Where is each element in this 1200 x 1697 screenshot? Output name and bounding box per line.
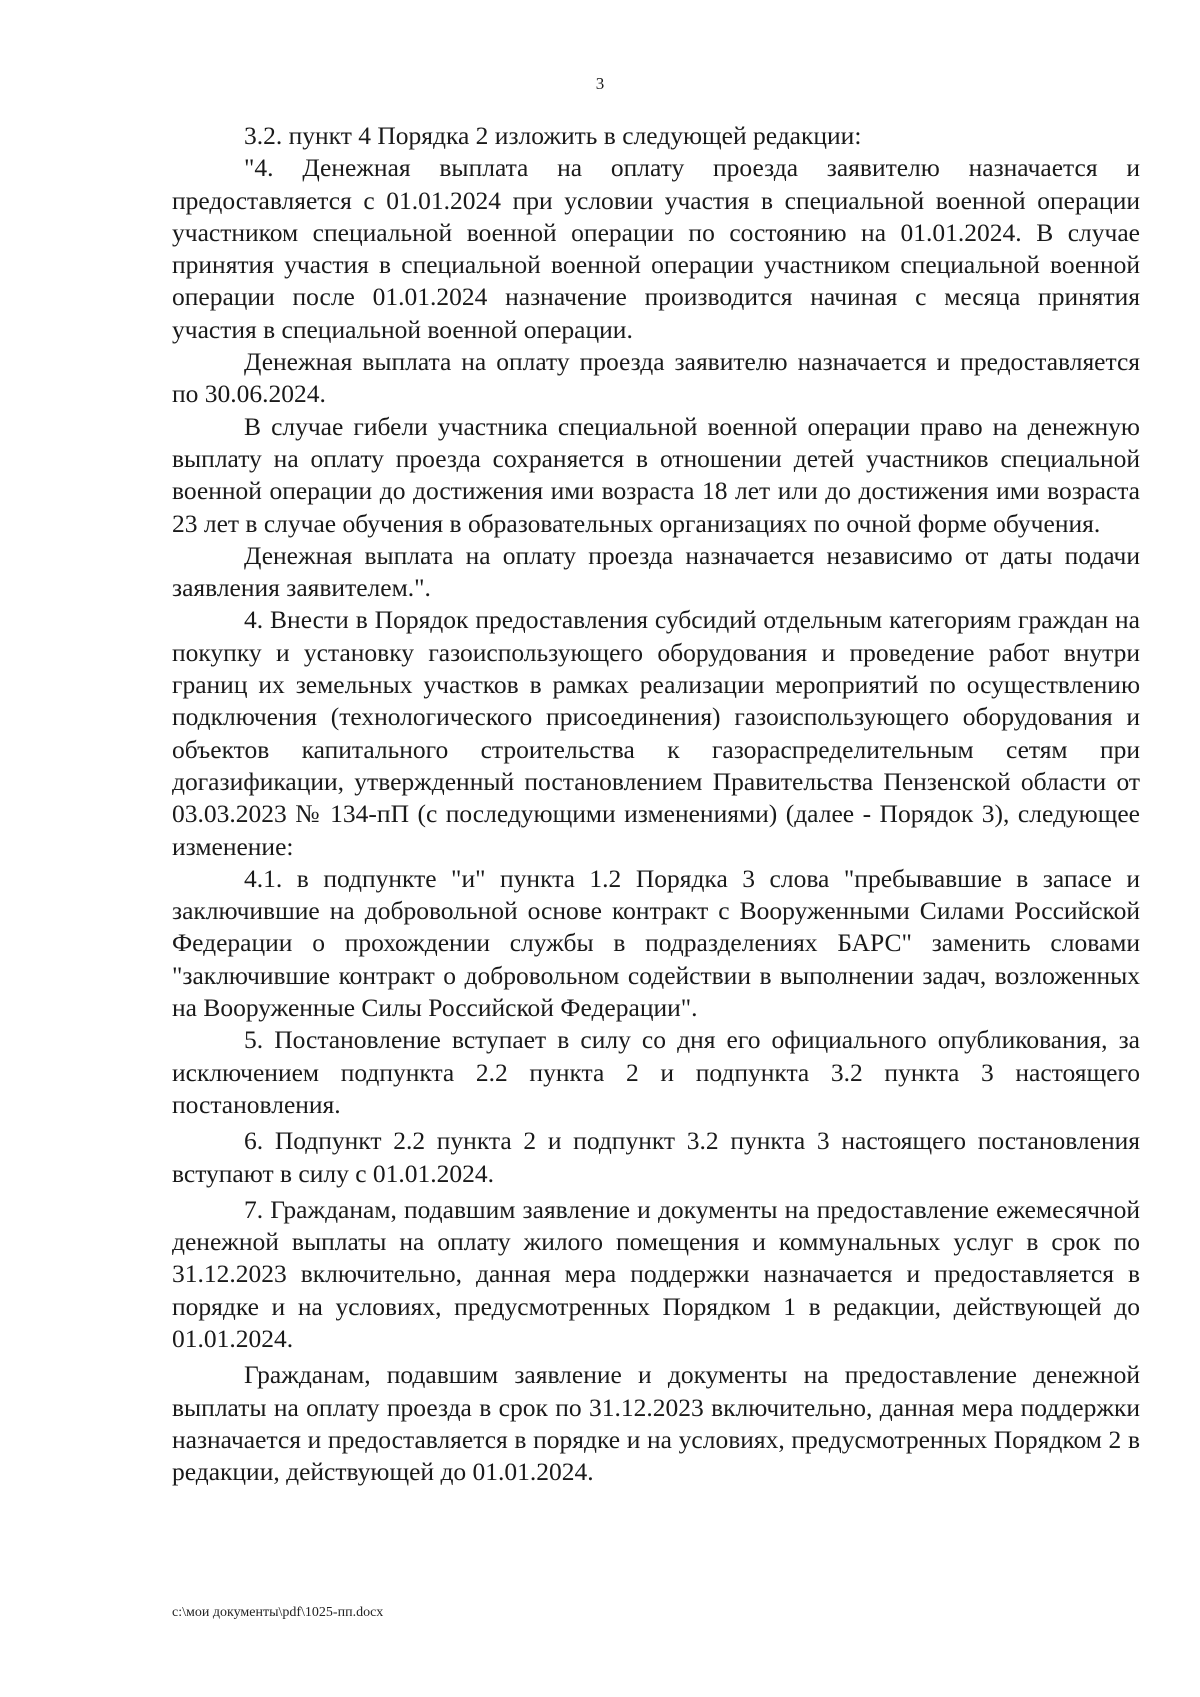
page-number: 3 xyxy=(595,74,605,93)
paragraph-5: 5. Постановление вступает в силу со дня его официального опубликования, за исключением подпункта 2.2 пункта 2 и подпункта 3.2 пункта 3 настоящего постановления. xyxy=(172,1025,1140,1119)
paragraph-4-1: 4.1. в подпункте "и" пункта 1.2 Порядка 3 слова "пребывавшие в запасе и заключившие на добровольной основе контракт с Вооруженными Силами Российской Федерации о прохождении службы в подразделениях БАРС" заменить словами "заключившие контракт о добровольном содействии в выполнении задач, возложенных на Вооруженные Силы Российской Федерации". xyxy=(172,863,1140,1023)
document-body xyxy=(172,120,1140,1488)
paragraph-independent-date: Денежная выплата на оплату проезда назначается независимо от даты подачи заявления заявителем.". xyxy=(172,540,1140,603)
file-path-footer: c:\мои документы\pdf\1025-пп.docx xyxy=(172,1605,384,1620)
paragraph-3-2: 3.2. пункт 4 Порядка 2 изложить в следующей редакции: xyxy=(244,121,862,150)
paragraph-4-quote: "4. Денежная выплата на оплату проезда заявителю назначается и предоставляется с 01.01.2024 при условии участия в специальной военной операции участником специальной военной операции по состоянию на 01.01.2024. В случае принятия участия в специальной военной операции участником специальной военной операции после 01.01.2024 назначение производится начиная с месяца принятия участия в специальной военной операции. xyxy=(172,153,1140,344)
paragraph-death-case: В случае гибели участника специальной военной операции право на денежную выплату на оплату проезда сохраняется в отношении детей участников специальной военной операции до достижения ими возраста 18 лет или до достижения ими возраста 23 лет в случае обучения в образовательных организациях по очной форме обучения. xyxy=(172,411,1140,538)
paragraph-4: 4. Внести в Порядок предоставления субсидий отдельным категориям граждан на покупку и установку газоиспользующего оборудования и проведение работ внутри границ их земельных участков в рамках реализации мероприятий по осуществлению подключения (технологического присоединения) газоиспользующего оборудования и объектов капитального строительства к газораспределительным сетям при догазификации, утвержденный постановлением Правительства Пензенской области от 03.03.2023 № 134-пП (с последующими изменениями) (далее - Порядок 3), следующее изменение: xyxy=(172,605,1140,861)
paragraph-payment-term: Денежная выплата на оплату проезда заявителю назначается и предоставляется по 30.06.2024. xyxy=(172,347,1140,409)
paragraph-7-second: Гражданам, подавшим заявление и документы на предоставление денежной выплаты на оплату проезда в срок по 31.12.2023 включительно, данная мера поддержки назначается и предоставляется в порядке и на условиях, предусмотренных Порядком 2 в редакции, действующей до 01.01.2024. xyxy=(172,1360,1140,1487)
paragraph-6: 6. Подпункт 2.2 пункта 2 и подпункт 3.2 пункта 3 настоящего постановления вступают в силу с 01.01.2024. xyxy=(172,1126,1140,1188)
paragraph-7: 7. Гражданам, подавшим заявление и документы на предоставление ежемесячной денежной выплаты на оплату жилого помещения и коммунальных услуг в срок по 31.12.2023 включительно, данная мера поддержки назначается и предоставляется в порядке и на условиях, предусмотренных Порядком 1 в редакции, действующей до 01.01.2024. xyxy=(172,1194,1140,1353)
